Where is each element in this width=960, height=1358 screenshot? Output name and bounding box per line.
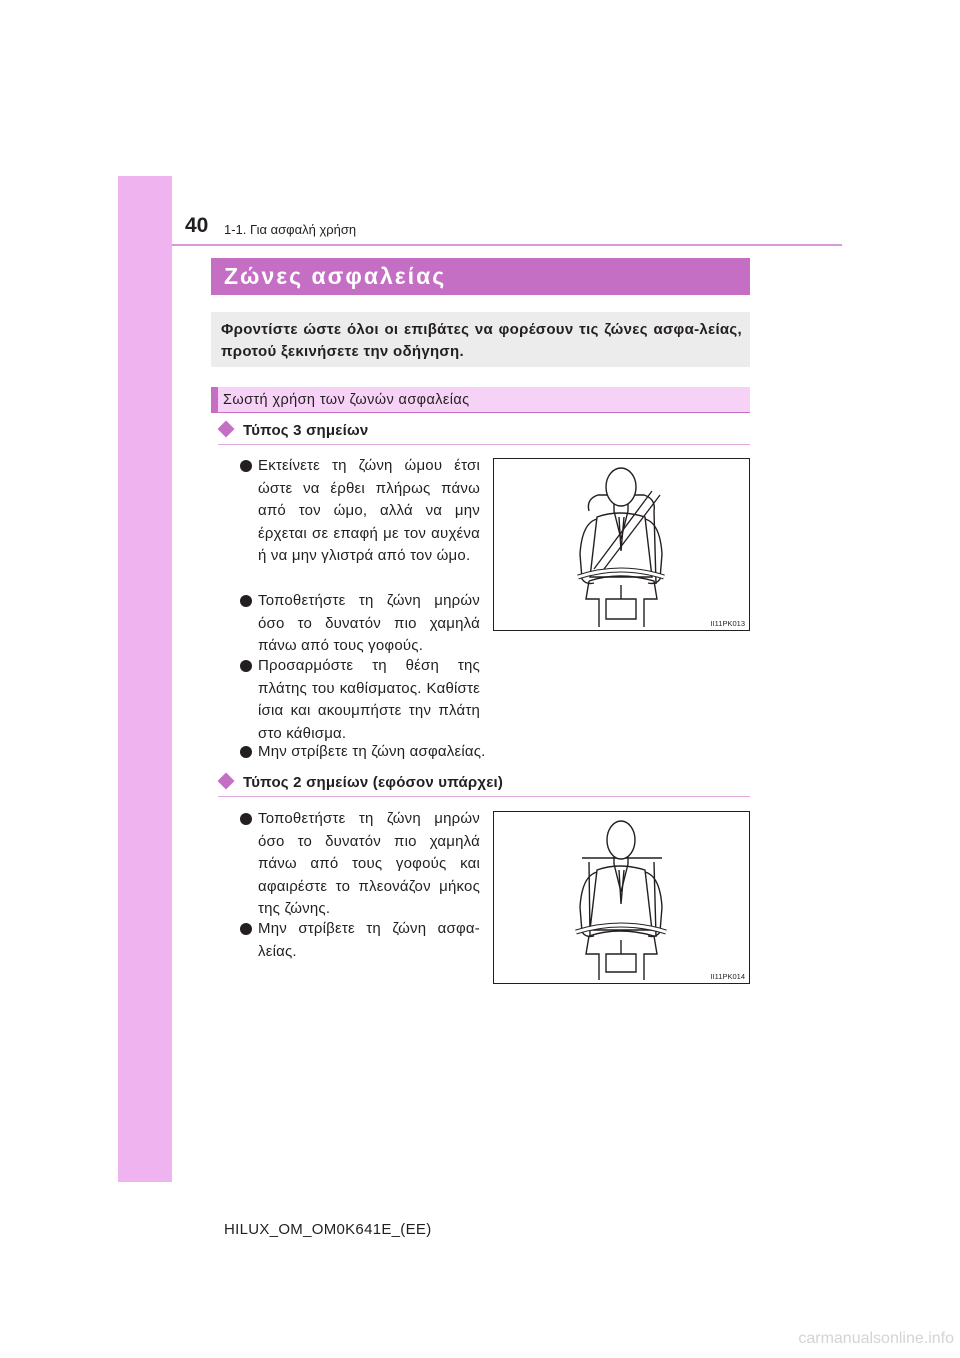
side-band	[118, 176, 172, 1182]
section2-heading-text: Τύπος 2 σημείων (εφόσον υπάρχει)	[243, 774, 504, 791]
diamond-icon	[218, 421, 235, 438]
figure-code: II11PK013	[710, 619, 745, 628]
page-number: 40	[185, 214, 209, 237]
figure-2-point-belt	[493, 811, 750, 984]
section2-heading	[218, 773, 750, 797]
seated-person-2-point-illustration	[494, 812, 749, 983]
bullet-icon	[240, 923, 252, 935]
chapter-title: 1-1. Για ασφαλή χρήση	[224, 222, 357, 237]
bullet-icon	[240, 813, 252, 825]
figure-code: II11PK014	[710, 972, 745, 981]
list-item: Μην στρίβετε τη ζώνη ασφα-λείας.	[240, 918, 480, 963]
page-title: Ζώνες ασφαλείας	[224, 263, 447, 289]
section1-heading	[218, 421, 750, 445]
subheading-bar	[211, 387, 750, 413]
page-title-bar	[211, 258, 750, 295]
section1-heading-text: Τύπος 3 σημείων	[243, 422, 369, 439]
header-divider	[172, 244, 842, 246]
list-item: Τοποθετήστε τη ζώνη μηρών όσο το δυνατόν πιο χαμηλά πάνω από τους γοφούς.	[240, 590, 480, 658]
bullet-icon	[240, 660, 252, 672]
footer-code: HILUX_OM_OM0K641E_(EE)	[224, 1221, 432, 1238]
list-item: Εκτείνετε τη ζώνη ώμου έτσι ώστε να έρθει πλήρως πάνω από τον ώμο, αλλά να μην έρχεται σε επαφή με τον αυχένα ή να μην γλιστρά από τον ώμο.	[240, 455, 480, 568]
list-item: Μην στρίβετε τη ζώνη ασφαλείας.	[240, 741, 540, 764]
intro-box	[211, 312, 750, 367]
seated-person-3-point-illustration	[494, 459, 749, 630]
subheading: Σωστή χρήση των ζωνών ασφαλείας	[223, 392, 470, 408]
intro-text: Φροντίστε ώστε όλοι οι επιβάτες να φορέσουν τις ζώνες ασφα-λείας, προτού ξεκινήσετε την οδήγηση.	[221, 321, 742, 360]
bullet-icon	[240, 746, 252, 758]
bullet-icon	[240, 460, 252, 472]
figure-3-point-belt	[493, 458, 750, 631]
list-item: Προσαρμόστε τη θέση της πλάτης του καθίσματος. Καθίστε ίσια και ακουμπήστε την πλάτη στο κάθισμα.	[240, 655, 480, 745]
watermark: carmanualsonline.info	[798, 1330, 954, 1347]
list-item: Τοποθετήστε τη ζώνη μηρών όσο το δυνατόν πιο χαμηλά πάνω από τους γοφούς και αφαιρέστε το πλεονάζον μήκος της ζώνης.	[240, 808, 480, 921]
diamond-icon	[218, 773, 235, 790]
bullet-icon	[240, 595, 252, 607]
